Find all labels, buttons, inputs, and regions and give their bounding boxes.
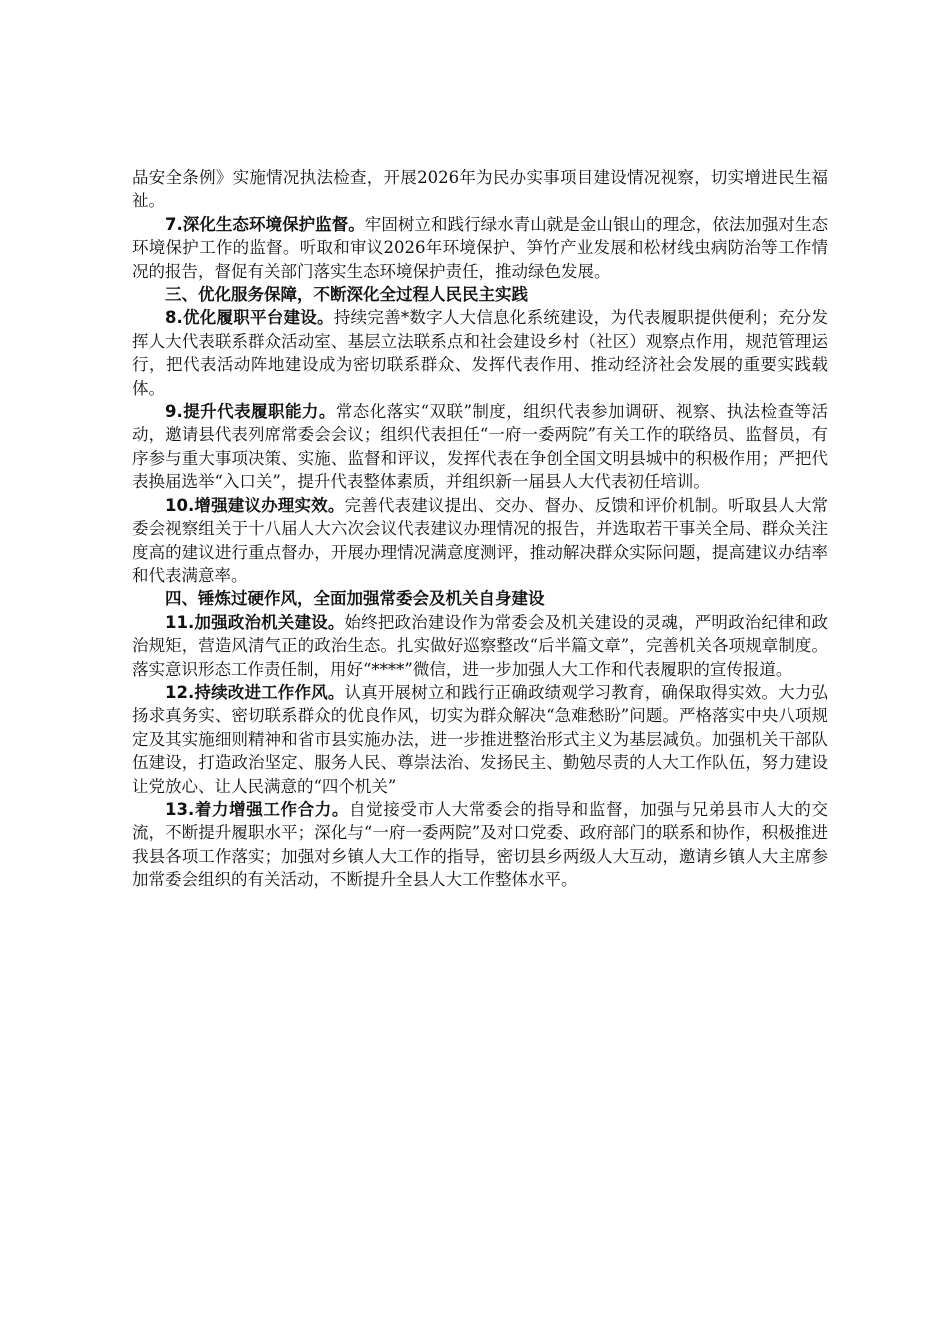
item-text: 始终把政治建设作为常委会及机关建设的灵魂，严明政治纪律和政治规矩，营造风清气正的政治生态。扎实做好巡察整改“后半篇文章”，完善机关各项规章制度。落实意识形态工作责任制，用好“****”微信，进一步加强人大工作和代表履职的宣传报道。 [132, 612, 829, 679]
paragraph-continuation [132, 166, 828, 213]
item-lead: 8.优化履职平台建设。 [165, 308, 334, 328]
item-text: 牢固树立和践行绿水青山就是金山银山的理念，依法加强对生态环境保护工作的监督。听取和审议2026年环境保护、笋竹产业发展和松材线虫病防治等工作情况的报告，督促有关部门落实生态环境保护责任，推动绿色发展。 [132, 214, 829, 281]
paragraph-item-12 [132, 681, 828, 798]
paragraph-item-13 [132, 798, 828, 892]
item-lead: 12.持续改进工作作风。 [165, 682, 345, 702]
paragraph-item-8 [132, 306, 828, 400]
item-text: 认真开展树立和践行正确政绩观学习教育，确保取得实效。大力弘扬求真务实、密切联系群众的优良作风，切实为群众解决“急难愁盼”问题。严格落实中央八项规定及其实施细则精神和省市县实施办法，进一步推进整治形式主义为基层减负。加强机关干部队伍建设，打造政治坚定、服务人民、尊崇法治、发扬民主、勤勉尽责的人大工作队伍，努力建设让党放心、让人民满意的“四个机关” [132, 682, 829, 796]
document-body [132, 166, 828, 892]
item-lead: 9.提升代表履职能力。 [165, 402, 336, 422]
paragraph-item-10 [132, 494, 828, 588]
item-lead: 13.着力增强工作合力。 [165, 799, 350, 819]
item-text: 常态化落实“双联”制度，组织代表参加调研、视察、执法检查等活动，邀请县代表列席常委会会议；组织代表担任“一府一委两院”有关工作的联络员、监督员，有序参与重大事项决策、实施、监督和评议，发挥代表在争创全国文明县城中的积极作用；严把代表换届选举“入口关”，提升代表整体素质，并组织新一届县人大代表初任培训。 [132, 402, 829, 492]
item-lead: 7.深化生态环境保护监督。 [165, 214, 365, 234]
paragraph-item-9 [132, 400, 828, 494]
paragraph-text: 品安全条例》实施情况执法检查，开展2026年为民办实事项目建设情况视察，切实增进民生福祉。 [132, 168, 828, 211]
section-heading-3: 三、优化服务保障，不断深化全过程人民民主实践 [165, 285, 528, 305]
item-lead: 11.加强政治机关建设。 [165, 612, 345, 632]
item-text: 持续完善*数字人大信息化系统建设，为代表履职提供便利；充分发挥人大代表联系群众活动室、基层立法联系点和社会建设乡村（社区）观察点作用，规范管理运行，把代表活动阵地建设成为密切联系群众、发挥代表作用、推动经济社会发展的重要实践载体。 [132, 308, 829, 398]
paragraph-item-11 [132, 611, 828, 681]
item-text: 自觉接受市人大常委会的指导和监督，加强与兄弟县市人大的交流，不断提升履职水平；深化与“一府一委两院”及对口党委、政府部门的联系和协作，积极推进我县各项工作落实；加强对乡镇人大工作的指导，密切县乡两级人大互动，邀请乡镇人大主席参加常委会组织的有关活动，不断提升全县人大工作整体水平。 [132, 799, 829, 890]
section-heading-4: 四、锤炼过硬作风，全面加强常委会及机关自身建设 [165, 589, 545, 609]
item-lead: 10.增强建议办理实效。 [165, 495, 345, 515]
paragraph-item-7 [132, 213, 828, 283]
item-text: 完善代表建议提出、交办、督办、反馈和评价机制。听取县人大常委会视察组关于十八届人大六次会议代表建议办理情况的报告，并选取若干事关全局、群众关注度高的建议进行重点督办，开展办理情况满意度测评，推动解决群众实际问题，提高建议办结率和代表满意率。 [132, 495, 829, 585]
